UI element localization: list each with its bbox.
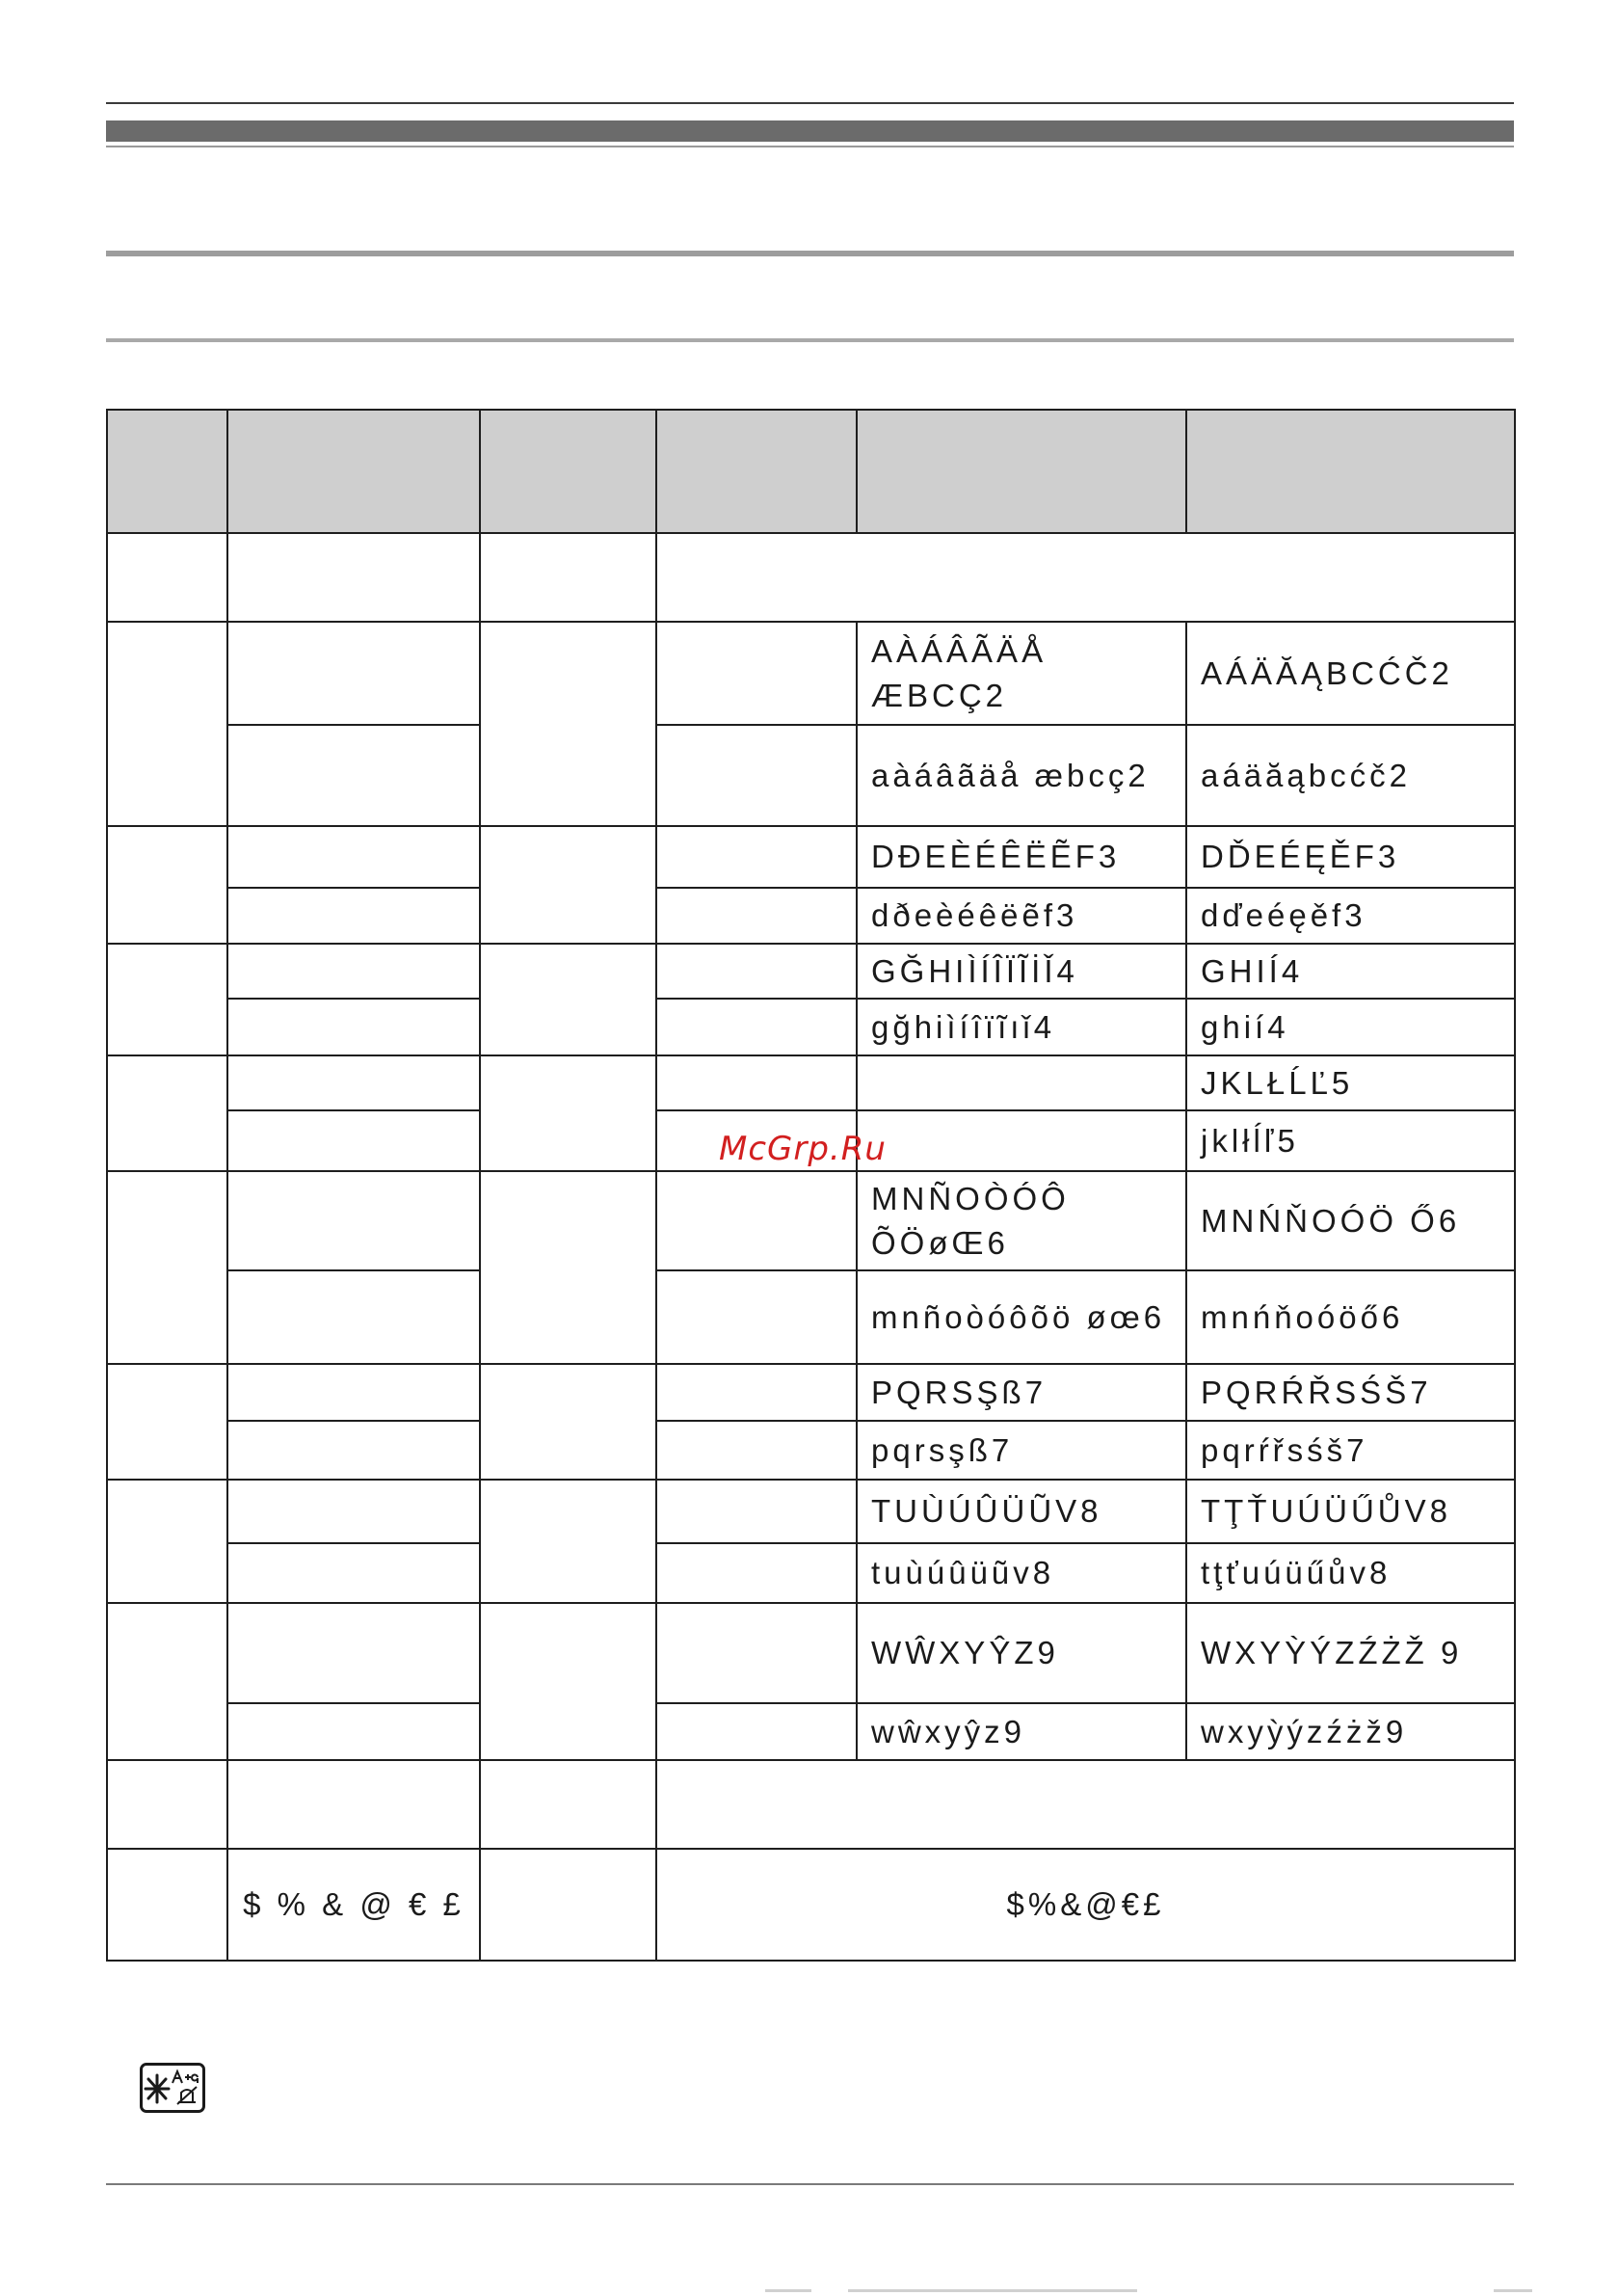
header-cell-case	[656, 410, 857, 533]
set1-lower-5	[857, 1110, 1186, 1171]
table-row	[107, 1055, 1515, 1110]
chars-cell	[227, 1055, 480, 1110]
set1-lower-6: mnñoòóôõö øœ6	[857, 1270, 1186, 1364]
merged-cell	[656, 533, 1515, 622]
section-rule-2	[106, 338, 1514, 342]
set1-upper-2: AÀÁÂÃÄÅ ÆBCÇ2	[857, 622, 1186, 725]
header-cell-key	[107, 410, 227, 533]
set2-upper-7: PQRŔŘSŚŠ7	[1186, 1364, 1515, 1421]
scan-artifact	[1494, 2289, 1532, 2292]
table-row	[107, 1421, 1515, 1480]
table-row	[107, 1703, 1515, 1760]
scan-artifact	[765, 2289, 811, 2292]
set2-lower-8: tţťuúüűův8	[1186, 1543, 1515, 1603]
set2-upper-3: DĎEÉĘĚF3	[1186, 826, 1515, 888]
mode-cell	[480, 1171, 656, 1364]
case-cell-upper	[656, 622, 857, 725]
table-row	[107, 1480, 1515, 1543]
watermark: McGrp.Ru	[719, 1130, 887, 1168]
set2-upper-2: AÁÄĂĄBCĆČ2	[1186, 622, 1515, 725]
set2-lower-9: wxyỳýzźżž9	[1186, 1703, 1515, 1760]
set1-upper-7: PQRSŞß7	[857, 1364, 1186, 1421]
chars-cell	[227, 1603, 480, 1703]
chars-cell	[227, 1270, 480, 1364]
table-row	[107, 1849, 1515, 1961]
case-cell-upper	[656, 1480, 857, 1543]
section-rule-1	[106, 251, 1514, 256]
set2-lower-4: ghií4	[1186, 999, 1515, 1055]
case-cell-upper	[656, 1171, 857, 1270]
case-cell-lower	[656, 1543, 857, 1603]
mode-cell	[480, 1849, 656, 1961]
header-rule-thin	[106, 102, 1514, 104]
set2-upper-9: WXYỲÝZŹŻŽ 9	[1186, 1603, 1515, 1703]
table-row	[107, 622, 1515, 725]
chars-cell	[227, 999, 480, 1055]
chars-cell	[227, 533, 480, 622]
header-cell-set-1	[857, 410, 1186, 533]
set2-lower-6: mnńňoóöő6	[1186, 1270, 1515, 1364]
header-cell-set-2	[1186, 410, 1515, 533]
key-cell-7	[107, 1364, 227, 1480]
scan-artifact	[848, 2289, 1137, 2292]
key-cell-3	[107, 826, 227, 944]
character-table	[106, 409, 1516, 1962]
key-cell-2	[107, 622, 227, 826]
set1-upper-8: TUÙÚÛÜŨV8	[857, 1480, 1186, 1543]
key-cell-6	[107, 1171, 227, 1364]
case-cell-lower	[656, 725, 857, 826]
table-row	[107, 725, 1515, 826]
set2-lower-7: pqrŕřsśš7	[1186, 1421, 1515, 1480]
chars-cell	[227, 826, 480, 888]
key-cell-8	[107, 1480, 227, 1603]
header-rule-below	[106, 146, 1514, 147]
table-header-row	[107, 410, 1515, 533]
table-row	[107, 1760, 1515, 1849]
table-row	[107, 1270, 1515, 1364]
set2-upper-5: JKLŁĹĽ5	[1186, 1055, 1515, 1110]
chars-cell	[227, 944, 480, 999]
set1-lower-2: aàáâãäå æbcç2	[857, 725, 1186, 826]
set1-upper-3: DĐEÈÉÊËẼF3	[857, 826, 1186, 888]
header-cell-characters	[227, 410, 480, 533]
chars-cell	[227, 1421, 480, 1480]
key-cell-symbols	[107, 1849, 227, 1961]
chars-cell	[227, 725, 480, 826]
mode-cell	[480, 1603, 656, 1760]
case-cell-upper	[656, 826, 857, 888]
symbols-key-cell: $ % & @ € £	[227, 1849, 480, 1961]
table-row	[107, 999, 1515, 1055]
chars-cell	[227, 1760, 480, 1849]
mode-cell	[480, 1364, 656, 1480]
set2-lower-3: dďeéęěf3	[1186, 888, 1515, 944]
table-row	[107, 944, 1515, 999]
table-row	[107, 1171, 1515, 1270]
table-row	[107, 1603, 1515, 1703]
merged-cell	[656, 1760, 1515, 1849]
set2-upper-6: MNŃŇOÓÖ Ő6	[1186, 1171, 1515, 1270]
mode-cell	[480, 533, 656, 622]
case-cell-lower	[656, 999, 857, 1055]
mode-cell	[480, 1480, 656, 1603]
mode-cell	[480, 1760, 656, 1849]
set1-lower-9: wŵxyŷz9	[857, 1703, 1186, 1760]
set2-lower-2: aáäăąbcćč2	[1186, 725, 1515, 826]
set1-lower-7: pqrsşß7	[857, 1421, 1186, 1480]
table-row	[107, 826, 1515, 888]
case-cell-lower	[656, 1421, 857, 1480]
set2-upper-8: TŢŤUÚÜŰŮV8	[1186, 1480, 1515, 1543]
symbols-merged-cell: $%&@€£	[656, 1849, 1515, 1961]
chars-cell	[227, 622, 480, 725]
mode-cell	[480, 1055, 656, 1171]
key-cell-5	[107, 1055, 227, 1171]
chars-cell	[227, 1480, 480, 1543]
mode-cell	[480, 944, 656, 1055]
mode-cell	[480, 826, 656, 944]
set1-upper-5	[857, 1055, 1186, 1110]
set1-upper-6: MNÑOÒÓÔ ÕÖøŒ6	[857, 1171, 1186, 1270]
set1-lower-8: tuùúûüũv8	[857, 1543, 1186, 1603]
case-cell-upper	[656, 1364, 857, 1421]
set1-lower-4: gğhiìíîïĩıǐ4	[857, 999, 1186, 1055]
chars-cell	[227, 1364, 480, 1421]
case-cell-lower	[656, 888, 857, 944]
table-row	[107, 1543, 1515, 1603]
chars-cell	[227, 1171, 480, 1270]
set1-lower-3: dðeèéêëẽf3	[857, 888, 1186, 944]
mode-cell	[480, 622, 656, 826]
case-cell-upper	[656, 1603, 857, 1703]
header-rule-thick	[106, 120, 1514, 142]
set2-upper-4: GHIÍ4	[1186, 944, 1515, 999]
case-cell-upper	[656, 1055, 857, 1110]
case-cell-upper	[656, 944, 857, 999]
chars-cell	[227, 888, 480, 944]
key-cell-4	[107, 944, 227, 1055]
key-cell-9	[107, 1603, 227, 1760]
header-cell-mode	[480, 410, 656, 533]
set1-upper-9: WŴXYŶZ9	[857, 1603, 1186, 1703]
case-cell-lower	[656, 1703, 857, 1760]
set2-lower-5: jklłĺľ5	[1186, 1110, 1515, 1171]
table-row	[107, 888, 1515, 944]
table-row	[107, 533, 1515, 622]
table-row	[107, 1364, 1515, 1421]
key-cell-0	[107, 1760, 227, 1849]
footer-rule	[106, 2183, 1514, 2185]
chars-cell	[227, 1703, 480, 1760]
chars-cell	[227, 1110, 480, 1171]
set1-upper-4: GĞHIÌÍÎÏĨİǏ4	[857, 944, 1186, 999]
chars-cell	[227, 1543, 480, 1603]
asterisk-key-icon	[140, 2063, 205, 2113]
key-cell-1	[107, 533, 227, 622]
case-cell-lower	[656, 1270, 857, 1364]
